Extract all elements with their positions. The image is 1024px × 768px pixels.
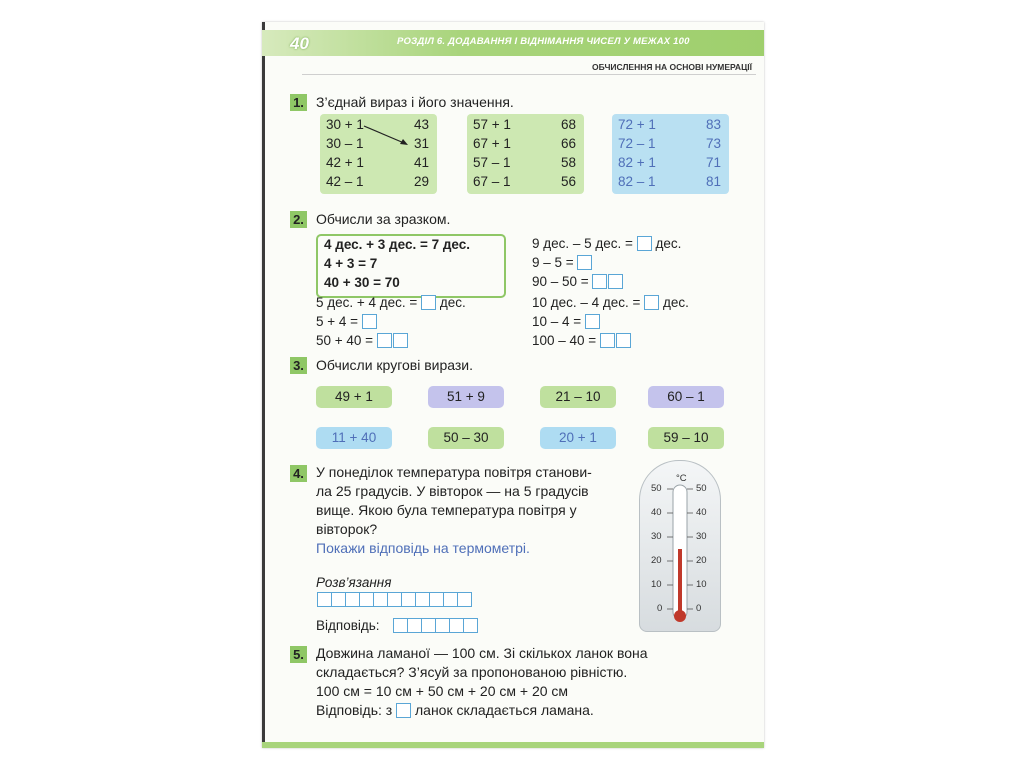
answer-box[interactable] — [616, 333, 631, 348]
solution-label: Розв’язання — [316, 575, 392, 590]
task-2-text: Обчисли за зразком. — [316, 211, 451, 227]
card-2-val-1[interactable]: 68 — [560, 117, 576, 132]
scale-label-left: 40 — [651, 507, 662, 518]
task2-right2-a-text: 10 дес. – 4 дес. = — [532, 295, 641, 310]
task-5-answer — [316, 701, 648, 720]
task2-right2-b-text: 10 – 4 = — [532, 314, 582, 329]
scale-label-left: 30 — [651, 531, 662, 542]
thermometer[interactable] — [639, 460, 721, 632]
sample-line-2: 4 + 3 = 7 — [324, 256, 378, 271]
scale-label-left: 20 — [651, 555, 662, 566]
card-1-expr-1[interactable]: 30 + 1 — [326, 117, 364, 132]
card-2-expr-2[interactable]: 67 + 1 — [473, 136, 511, 151]
answer-box[interactable] — [396, 703, 411, 718]
task-5-answer-prefix: Відповідь: з — [316, 702, 393, 718]
card-1-expr-3[interactable]: 42 + 1 — [326, 155, 364, 170]
textbook-page — [262, 22, 764, 748]
card-3-val-2[interactable]: 73 — [705, 136, 721, 151]
card-3-expr-4[interactable]: 82 – 1 — [618, 174, 656, 189]
task-3-number: 3. — [290, 357, 307, 374]
task-3-text: Обчисли кругові вирази. — [316, 357, 474, 373]
card-2-val-4[interactable]: 56 — [560, 174, 576, 189]
circular-expression[interactable]: 60 – 1 — [648, 386, 724, 408]
circular-expression[interactable]: 51 + 9 — [428, 386, 504, 408]
expression-card-2 — [467, 114, 584, 194]
task-4-hint: Покажи відповідь на термометрі. — [316, 540, 530, 556]
task2-left-a — [316, 295, 466, 310]
task2-left-a-suffix: дес. — [439, 295, 466, 310]
card-2-expr-3[interactable]: 57 – 1 — [473, 155, 511, 170]
task-5-text — [316, 644, 648, 720]
task-4-line-1: У понеділок температура повітря станови- — [316, 464, 592, 480]
solution-grid[interactable] — [317, 592, 471, 607]
header-divider — [302, 74, 756, 75]
scale-label-left: 10 — [651, 579, 662, 590]
card-3-expr-1[interactable]: 72 + 1 — [618, 117, 656, 132]
scale-label-right: 40 — [696, 507, 707, 518]
card-3-expr-2[interactable]: 72 – 1 — [618, 136, 656, 151]
task2-left-b — [316, 314, 377, 329]
card-1-val-2[interactable]: 31 — [413, 136, 429, 151]
answer-box[interactable] — [577, 255, 592, 270]
task-4-text — [316, 463, 592, 558]
task2-right1-a — [532, 236, 681, 251]
answer-box[interactable] — [421, 295, 436, 310]
scale-label-left: 0 — [657, 603, 663, 614]
answer-grid[interactable] — [393, 618, 477, 633]
card-1-val-1[interactable]: 43 — [413, 117, 429, 132]
scale-label-right: 10 — [696, 579, 707, 590]
scale-label-left: 50 — [651, 483, 662, 494]
circular-expression[interactable]: 50 – 30 — [428, 427, 504, 449]
card-2-val-2[interactable]: 66 — [560, 136, 576, 151]
scale-label-right: 30 — [696, 531, 707, 542]
task-5-line-3: 100 см = 10 см + 50 см + 20 см + 20 см — [316, 683, 569, 699]
task-4-line-4: вівторок? — [316, 521, 378, 537]
task-4-line-3: вище. Якою була температура повітря у — [316, 502, 577, 518]
answer-box[interactable] — [362, 314, 377, 329]
task-5-line-1: Довжина ламаної — 100 см. Зі скількох ланок вона — [316, 645, 648, 661]
task2-right2-a-suffix: дес. — [662, 295, 689, 310]
card-2-expr-1[interactable]: 57 + 1 — [473, 117, 511, 132]
task2-right1-a-text: 9 дес. – 5 дес. = — [532, 236, 633, 251]
scale-label-right: 20 — [696, 555, 707, 566]
answer-box[interactable] — [377, 333, 392, 348]
sample-line-1: 4 дес. + 3 дес. = 7 дес. — [324, 237, 471, 252]
task2-right1-b-text: 9 – 5 = — [532, 255, 574, 270]
expression-card-3 — [612, 114, 729, 194]
task2-right1-c-text: 90 – 50 = — [532, 274, 589, 289]
card-3-val-4[interactable]: 81 — [705, 174, 721, 189]
task2-right1-a-suffix: дес. — [655, 236, 682, 251]
card-3-expr-3[interactable]: 82 + 1 — [618, 155, 656, 170]
answer-label: Відповідь: — [316, 618, 380, 633]
section-subtitle: ОБЧИСЛЕННЯ НА ОСНОВІ НУМЕРАЦІЇ — [592, 62, 752, 72]
answer-box[interactable] — [608, 274, 623, 289]
task-1-number: 1. — [290, 94, 307, 111]
sample-box — [316, 234, 506, 298]
answer-box[interactable] — [637, 236, 652, 251]
task-4-number: 4. — [290, 465, 307, 482]
task2-left-c-text: 50 + 40 = — [316, 333, 374, 348]
scale-label-right: 50 — [696, 483, 707, 494]
circular-expression[interactable]: 49 + 1 — [316, 386, 392, 408]
card-1-val-3[interactable]: 41 — [413, 155, 429, 170]
task-1-text: З’єднай вираз і його значення. — [316, 94, 514, 110]
thermometer-unit: °C — [676, 473, 687, 484]
answer-box[interactable] — [585, 314, 600, 329]
footer-band — [262, 742, 764, 748]
answer-box[interactable] — [600, 333, 615, 348]
task2-right2-a — [532, 295, 689, 310]
task-2-number: 2. — [290, 211, 307, 228]
circular-expression[interactable]: 11 + 40 — [316, 427, 392, 449]
task2-right1-b — [532, 255, 592, 270]
circular-expression[interactable]: 20 + 1 — [540, 427, 616, 449]
task2-left-c — [316, 333, 408, 348]
task2-left-b-text: 5 + 4 = — [316, 314, 359, 329]
answer-box[interactable] — [592, 274, 607, 289]
scale-label-right: 0 — [696, 603, 702, 614]
card-1-expr-2[interactable]: 30 – 1 — [326, 136, 364, 151]
chapter-title: РОЗДІЛ 6. ДОДАВАННЯ І ВІДНІМАННЯ ЧИСЕЛ У МЕЖАХ 100 — [397, 36, 690, 47]
card-1-expr-4[interactable]: 42 – 1 — [326, 174, 364, 189]
task2-right1-c — [532, 274, 623, 289]
answer-box[interactable] — [393, 333, 408, 348]
sample-arrow-icon — [320, 114, 437, 194]
task2-right2-c — [532, 333, 631, 348]
circular-expression[interactable]: 59 – 10 — [648, 427, 724, 449]
answer-box[interactable] — [644, 295, 659, 310]
task2-right2-b — [532, 314, 600, 329]
card-2-expr-4[interactable]: 67 – 1 — [473, 174, 511, 189]
task-4-line-2: ла 25 градусів. У вівторок — на 5 градусів — [316, 483, 589, 499]
card-2-val-3[interactable]: 58 — [560, 155, 576, 170]
task-5-number: 5. — [290, 646, 307, 663]
circular-expression[interactable]: 21 – 10 — [540, 386, 616, 408]
card-1-val-4[interactable]: 29 — [413, 174, 429, 189]
card-3-val-1[interactable]: 83 — [705, 117, 721, 132]
page-number: 40 — [290, 34, 309, 53]
task2-left-a-text: 5 дес. + 4 дес. = — [316, 295, 418, 310]
task2-right2-c-text: 100 – 40 = — [532, 333, 597, 348]
expression-card-1 — [320, 114, 437, 194]
sample-line-3: 40 + 30 = 70 — [324, 275, 400, 290]
card-3-val-3[interactable]: 71 — [705, 155, 721, 170]
task-5-line-2: складається? З’ясуй за пропонованою рівністю. — [316, 664, 628, 680]
task-5-answer-suffix: ланок складається ламана. — [414, 702, 594, 718]
